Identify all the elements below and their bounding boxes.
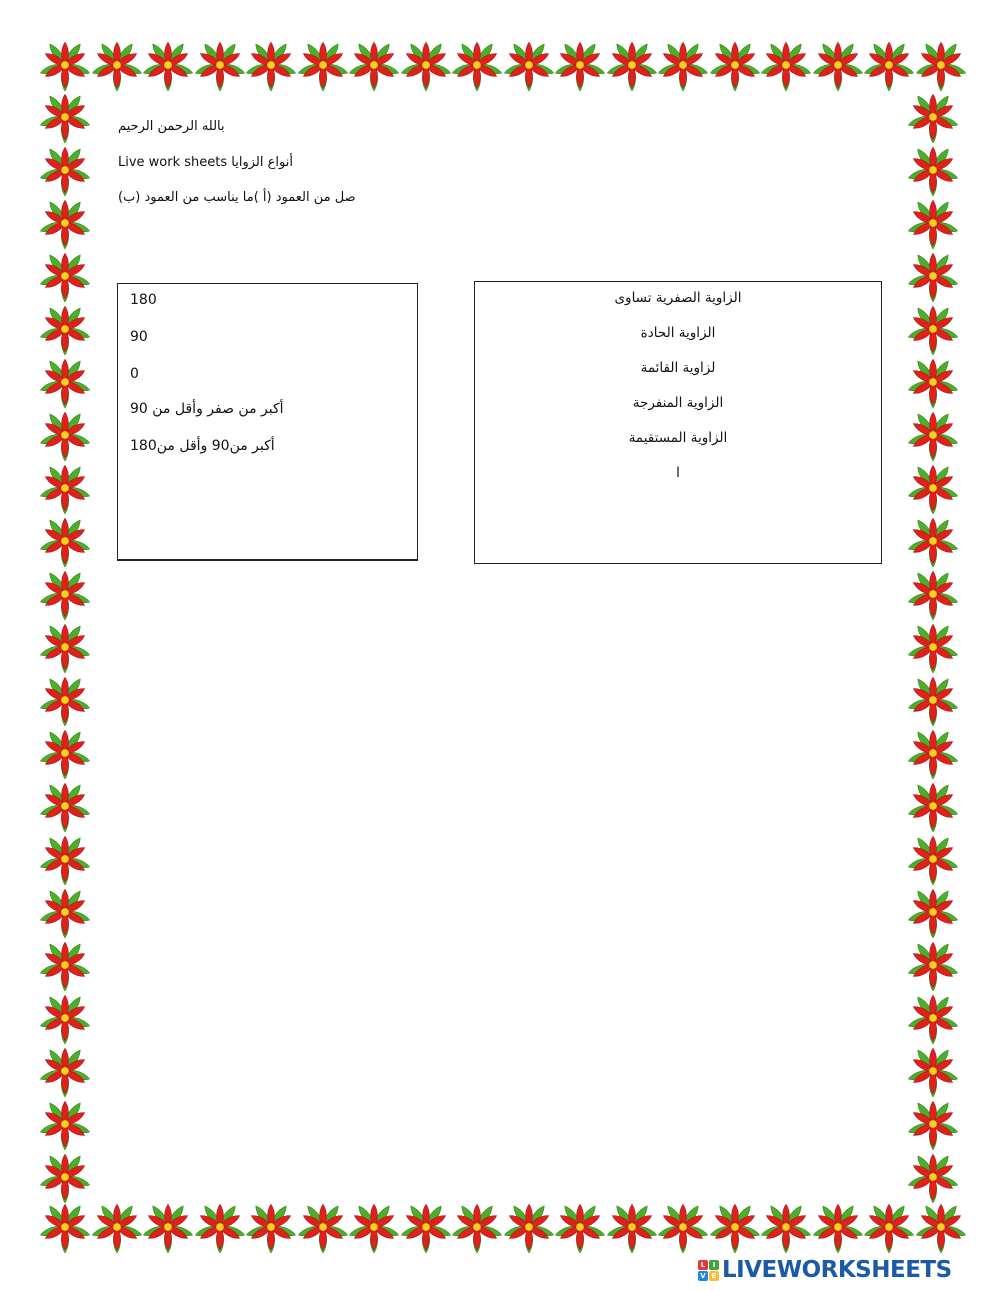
column-a-item[interactable]: 90 — [130, 329, 148, 345]
poinsettia-flower-icon — [553, 1200, 607, 1254]
logo-letter: V — [698, 1271, 708, 1281]
liveworksheets-logo — [698, 1256, 952, 1284]
poinsettia-flower-icon — [296, 38, 350, 92]
poinsettia-flower-icon — [450, 1200, 504, 1254]
flower-border-top — [38, 38, 958, 94]
column-b-item[interactable]: ا — [676, 465, 680, 481]
poinsettia-flower-icon — [38, 991, 92, 1045]
poinsettia-flower-icon — [38, 355, 92, 409]
poinsettia-flower-icon — [906, 1097, 960, 1151]
poinsettia-flower-icon — [914, 1200, 968, 1254]
poinsettia-flower-icon — [656, 1200, 710, 1254]
poinsettia-flower-icon — [906, 90, 960, 144]
flower-border-bottom — [38, 1200, 958, 1256]
poinsettia-flower-icon — [399, 38, 453, 92]
poinsettia-flower-icon — [38, 1200, 92, 1254]
poinsettia-flower-icon — [347, 38, 401, 92]
poinsettia-flower-icon — [38, 567, 92, 621]
poinsettia-flower-icon — [38, 938, 92, 992]
column-b-item[interactable]: الزاوية الصفرية تساوى — [614, 290, 742, 306]
poinsettia-flower-icon — [38, 302, 92, 356]
basmala-text: بالله الرحمن الرحيم — [118, 119, 225, 134]
poinsettia-flower-icon — [906, 143, 960, 197]
poinsettia-flower-icon — [399, 1200, 453, 1254]
column-a-item[interactable]: 180 — [130, 292, 157, 308]
poinsettia-flower-icon — [906, 196, 960, 250]
logo-letter: I — [709, 1260, 719, 1270]
poinsettia-flower-icon — [906, 938, 960, 992]
poinsettia-flower-icon — [906, 514, 960, 568]
poinsettia-flower-icon — [38, 514, 92, 568]
instruction-text: صل من العمود (أ )ما يناسب من العمود (ب) — [118, 190, 356, 205]
poinsettia-flower-icon — [347, 1200, 401, 1254]
poinsettia-flower-icon — [906, 1150, 960, 1204]
poinsettia-flower-icon — [38, 832, 92, 886]
poinsettia-flower-icon — [708, 1200, 762, 1254]
poinsettia-flower-icon — [502, 38, 556, 92]
poinsettia-flower-icon — [906, 620, 960, 674]
column-b-item[interactable]: الزاوية المنفرجة — [632, 395, 724, 411]
poinsettia-flower-icon — [244, 38, 298, 92]
poinsettia-flower-icon — [502, 1200, 556, 1254]
poinsettia-flower-icon — [906, 673, 960, 727]
poinsettia-flower-icon — [38, 461, 92, 515]
poinsettia-flower-icon — [450, 38, 504, 92]
logo-letter: L — [698, 1260, 708, 1270]
poinsettia-flower-icon — [811, 38, 865, 92]
poinsettia-flower-icon — [906, 991, 960, 1045]
column-b-item[interactable]: الزاوية المستقيمة — [628, 430, 728, 446]
worksheet-title: أنواع الزوايا Live work sheets — [118, 155, 293, 170]
poinsettia-flower-icon — [141, 38, 195, 92]
poinsettia-flower-icon — [193, 38, 247, 92]
column-b-item[interactable]: لزاوية القائمة — [640, 360, 716, 376]
poinsettia-flower-icon — [759, 1200, 813, 1254]
poinsettia-flower-icon — [38, 196, 92, 250]
poinsettia-flower-icon — [38, 673, 92, 727]
poinsettia-flower-icon — [38, 1150, 92, 1204]
poinsettia-flower-icon — [38, 1044, 92, 1098]
logo-text: LIVEWORKSHEETS — [722, 1257, 952, 1283]
column-a-box — [117, 283, 418, 561]
poinsettia-flower-icon — [906, 726, 960, 780]
column-b-item[interactable]: الزاوية الحادة — [640, 325, 716, 341]
poinsettia-flower-icon — [906, 302, 960, 356]
poinsettia-flower-icon — [553, 38, 607, 92]
poinsettia-flower-icon — [906, 885, 960, 939]
poinsettia-flower-icon — [38, 143, 92, 197]
column-b-box — [474, 281, 882, 564]
logo-letter: E — [709, 1271, 719, 1281]
poinsettia-flower-icon — [244, 1200, 298, 1254]
poinsettia-flower-icon — [38, 90, 92, 144]
poinsettia-flower-icon — [906, 249, 960, 303]
poinsettia-flower-icon — [38, 620, 92, 674]
column-a-item[interactable]: أكبر من صفر وأقل من 90 — [130, 401, 284, 417]
poinsettia-flower-icon — [708, 38, 762, 92]
poinsettia-flower-icon — [38, 1097, 92, 1151]
poinsettia-flower-icon — [193, 1200, 247, 1254]
poinsettia-flower-icon — [296, 1200, 350, 1254]
poinsettia-flower-icon — [906, 779, 960, 833]
poinsettia-flower-icon — [914, 38, 968, 92]
poinsettia-flower-icon — [90, 38, 144, 92]
poinsettia-flower-icon — [605, 1200, 659, 1254]
poinsettia-flower-icon — [906, 832, 960, 886]
poinsettia-flower-icon — [906, 461, 960, 515]
flower-border-left — [38, 90, 94, 1202]
poinsettia-flower-icon — [38, 38, 92, 92]
poinsettia-flower-icon — [141, 1200, 195, 1254]
poinsettia-flower-icon — [38, 726, 92, 780]
poinsettia-flower-icon — [906, 355, 960, 409]
poinsettia-flower-icon — [759, 38, 813, 92]
poinsettia-flower-icon — [90, 1200, 144, 1254]
column-a-item[interactable]: 0 — [130, 366, 139, 382]
poinsettia-flower-icon — [906, 1044, 960, 1098]
poinsettia-flower-icon — [862, 1200, 916, 1254]
poinsettia-flower-icon — [38, 408, 92, 462]
poinsettia-flower-icon — [605, 38, 659, 92]
poinsettia-flower-icon — [38, 779, 92, 833]
flower-border-right — [906, 90, 962, 1202]
poinsettia-flower-icon — [811, 1200, 865, 1254]
poinsettia-flower-icon — [38, 249, 92, 303]
poinsettia-flower-icon — [906, 408, 960, 462]
poinsettia-flower-icon — [906, 567, 960, 621]
poinsettia-flower-icon — [656, 38, 710, 92]
poinsettia-flower-icon — [862, 38, 916, 92]
column-a-item[interactable]: أكبر من90 وأقل من180 — [130, 438, 275, 454]
poinsettia-flower-icon — [38, 885, 92, 939]
logo-mark-icon — [698, 1260, 719, 1281]
